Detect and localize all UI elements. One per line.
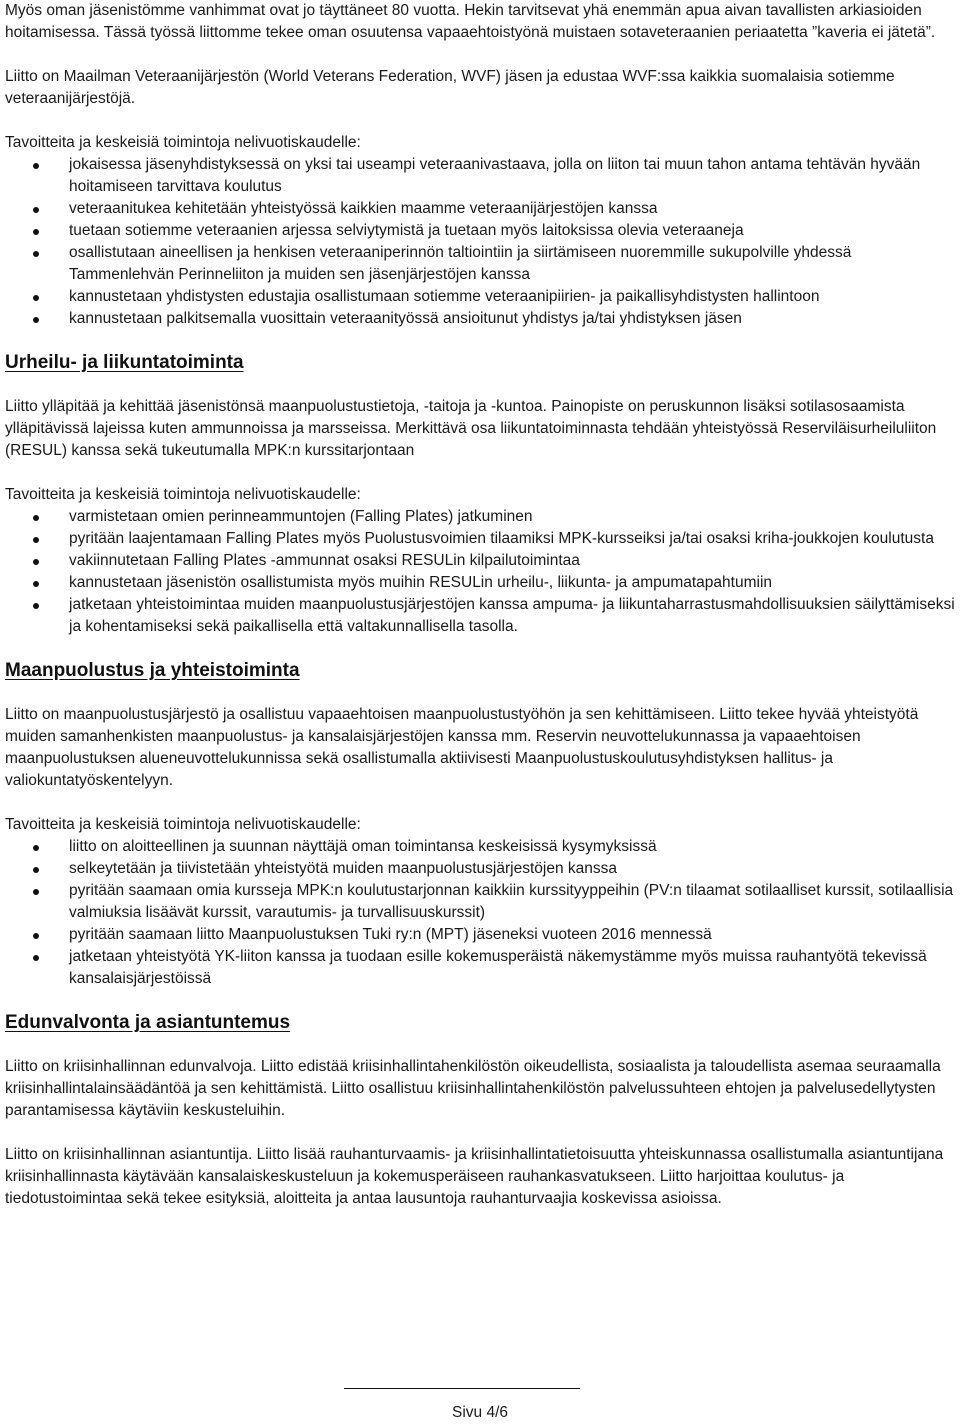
list-item: liitto on aloitteellinen ja suunnan näyttäjä oman toimintansa keskeisissä kysymyksissä <box>5 836 955 858</box>
intro-bullet-list <box>5 154 955 330</box>
wvf-paragraph: Liitto on Maailman Veteraanijärjestön (World Veterans Federation, WVF) jäsen ja edustaa WVF:ssa kaikkia suomalaisia sotiemme veteraanijärjestöjä. <box>5 68 895 107</box>
bullet-icon <box>33 207 39 213</box>
bullet-icon <box>33 559 39 565</box>
urheilu-paragraph: Liitto ylläpitää ja kehittää jäsenistönsä maanpuolustustietoja, -taitoja ja -kuntoa. Painopiste on peruskunnon lisäksi sotilasosaamista ylläpitävissä lajeissa kuten ammunnoissa ja marsseissa. Merkittävä osa liikuntatoiminnasta tehdään yhteistyössä Reserviläisurheiluliiton (RESUL) kanssa sekä tukeutumalla MPK:n kurssitarjontaan <box>5 398 937 459</box>
list-item: varmistetaan omien perinneammuntojen (Falling Plates) jatkuminen <box>5 506 955 528</box>
intro-paragraph: Myös oman jäsenistömme vanhimmat ovat jo täyttäneet 80 vuotta. Hekin tarvitsevat yhä enemmän apua aivan tavallisten arkiasioiden hoitamisessa. Tässä työssä liittomme tekee oman osuutensa vapaaehtoistyönä muistaen sotaveteraanien periaatetta ”kaveria ei jätetä”. <box>5 2 936 41</box>
bullet-icon <box>33 537 39 543</box>
list-item: kannustetaan palkitsemalla vuosittain veteraanityössä ansioitunut yhdistys ja/tai yhdistyksen jäsen <box>5 308 955 330</box>
list-item: pyritään laajentamaan Falling Plates myös Puolustusvoimien tilaamiksi MPK-kursseiksi ja/tai osaksi kriha-joukkojen koulutusta <box>5 528 955 550</box>
list-item: pyritään saamaan liitto Maanpuolustuksen Tuki ry:n (MPT) jäseneksi vuoteen 2016 mennessä <box>5 924 955 946</box>
maanpuolustus-paragraph: Liitto on maanpuolustusjärjestö ja osallistuu vapaaehtoisen maanpuolustustyöhön ja sen kehittämiseen. Liitto tekee hyvää yhteistyötä muiden samanhenkisten maanpuolustus- ja kansalaisjärjestöjen kanssa mm. Reservin neuvottelukunnassa ja vapaaehtoisen maanpuolustuksen alueneuvottelukunnissa sekä osallistumalla aktiivisesti Maanpuolustuskoulutusyhdistyksen hallitus- ja valiokuntatyöskentelyyn. <box>5 706 919 789</box>
section-heading-edunvalvonta: Edunvalvonta ja asiantuntemus <box>5 1012 291 1033</box>
goals-heading: Tavoitteita ja keskeisiä toimintoja nelivuotiskaudelle: <box>5 134 361 151</box>
bullet-icon <box>33 251 39 257</box>
list-item: kannustetaan jäsenistön osallistumista myös muihin RESULin urheilu-, liikunta- ja ampumatapahtumiin <box>5 572 955 594</box>
page-number: Sivu 4/6 <box>451 1404 508 1421</box>
edunvalvonta-paragraph-2: Liitto on kriisinhallinnan asiantuntija. Liitto lisää rauhanturvaamis- ja kriisinhallintatietoisuutta yhteiskunnassa osallistumalla asiantuntijana kriisinhallinnasta käytävään kansalaiskeskusteluun ja kokemusperäiseen rauhankasvatukseen. Liitto harjoittaa koulutus- ja tiedotustoimintaa sekä tekee esityksiä, aloitteita ja antaa lausuntoja rauhanturvaajia koskevissa asioissa. <box>5 1146 944 1207</box>
bullet-icon <box>33 295 39 301</box>
bullet-icon <box>33 515 39 521</box>
urheilu-bullet-list <box>5 506 955 638</box>
list-item: pyritään saamaan omia kursseja MPK:n koulutustarjonnan kaikkiin kurssityyppeihin (PV:n tilaamat sotilaalliset kurssit, sotilaallisia valmiuksia lisäävät kurssit, varautumis- ja turvallisuuskurssit) <box>5 880 955 924</box>
footer-divider <box>344 1388 580 1389</box>
bullet-icon <box>33 955 39 961</box>
bullet-icon <box>33 889 39 895</box>
goals-heading: Tavoitteita ja keskeisiä toimintoja nelivuotiskaudelle: <box>5 816 361 833</box>
bullet-icon <box>33 317 39 323</box>
list-item: selkeytetään ja tiivistetään yhteistyötä muiden maanpuolustusjärjestöjen kanssa <box>5 858 955 880</box>
goals-heading: Tavoitteita ja keskeisiä toimintoja nelivuotiskaudelle: <box>5 486 361 503</box>
document-page <box>5 0 955 1419</box>
bullet-icon <box>33 933 39 939</box>
bullet-icon <box>33 229 39 235</box>
list-item: jatketaan yhteistoimintaa muiden maanpuolustusjärjestöjen kanssa ampuma- ja liikuntaharrastusmahdollisuuksien säilyttämiseksi ja kohentamiseksi sekä paikallisella että valtakunnallisella tasolla. <box>5 594 955 638</box>
list-item: osallistutaan aineellisen ja henkisen veteraaniperinnön taltiointiin ja siirtämiseen nuoremmille sukupolville yhdessä Tammenlehvän Perinneliiton ja muiden sen jäsenjärjestöjen kanssa <box>5 242 955 286</box>
bullet-icon <box>33 603 39 609</box>
list-item: veteraanitukea kehitetään yhteistyössä kaikkien maamme veteraanijärjestöjen kanssa <box>5 198 955 220</box>
bullet-icon <box>33 867 39 873</box>
maanpuolustus-bullet-list <box>5 836 955 990</box>
list-item: jokaisessa jäsenyhdistyksessä on yksi tai useampi veteraanivastaava, jolla on liiton tai muun tahon antama tehtävän hyvään hoitamiseen tarvittava koulutus <box>5 154 955 198</box>
bullet-icon <box>33 845 39 851</box>
list-item: tuetaan sotiemme veteraanien arjessa selviytymistä ja tuetaan myös laitoksissa olevia veteraaneja <box>5 220 955 242</box>
list-item: vakiinnutetaan Falling Plates -ammunnat osaksi RESULin kilpailutoimintaa <box>5 550 955 572</box>
section-heading-maanpuolustus: Maanpuolustus ja yhteistoiminta <box>5 660 300 681</box>
section-heading-urheilu: Urheilu- ja liikuntatoiminta <box>5 352 244 373</box>
bullet-icon <box>33 581 39 587</box>
list-item: jatketaan yhteistyötä YK-liiton kanssa ja tuodaan esille kokemusperäistä näkemystämme myös muissa rauhantyötä tekevissä kansalaisjärjestöissä <box>5 946 955 990</box>
list-item: kannustetaan yhdistysten edustajia osallistumaan sotiemme veteraanipiirien- ja paikallisyhdistysten hallintoon <box>5 286 955 308</box>
edunvalvonta-paragraph-1: Liitto on kriisinhallinnan edunvalvoja. Liitto edistää kriisinhallintahenkilöstön oikeudellista, sosiaalista ja taloudellista asemaa seuraamalla kriisinhallintalainsäädäntöä ja sen kehittämistä. Liitto osallistuu kriisinhallintahenkilöstön palvelussuhteen ehtojen ja palvelusedellytysten parantamisessa käytäviin keskusteluihin. <box>5 1058 941 1119</box>
bullet-icon <box>33 163 39 169</box>
